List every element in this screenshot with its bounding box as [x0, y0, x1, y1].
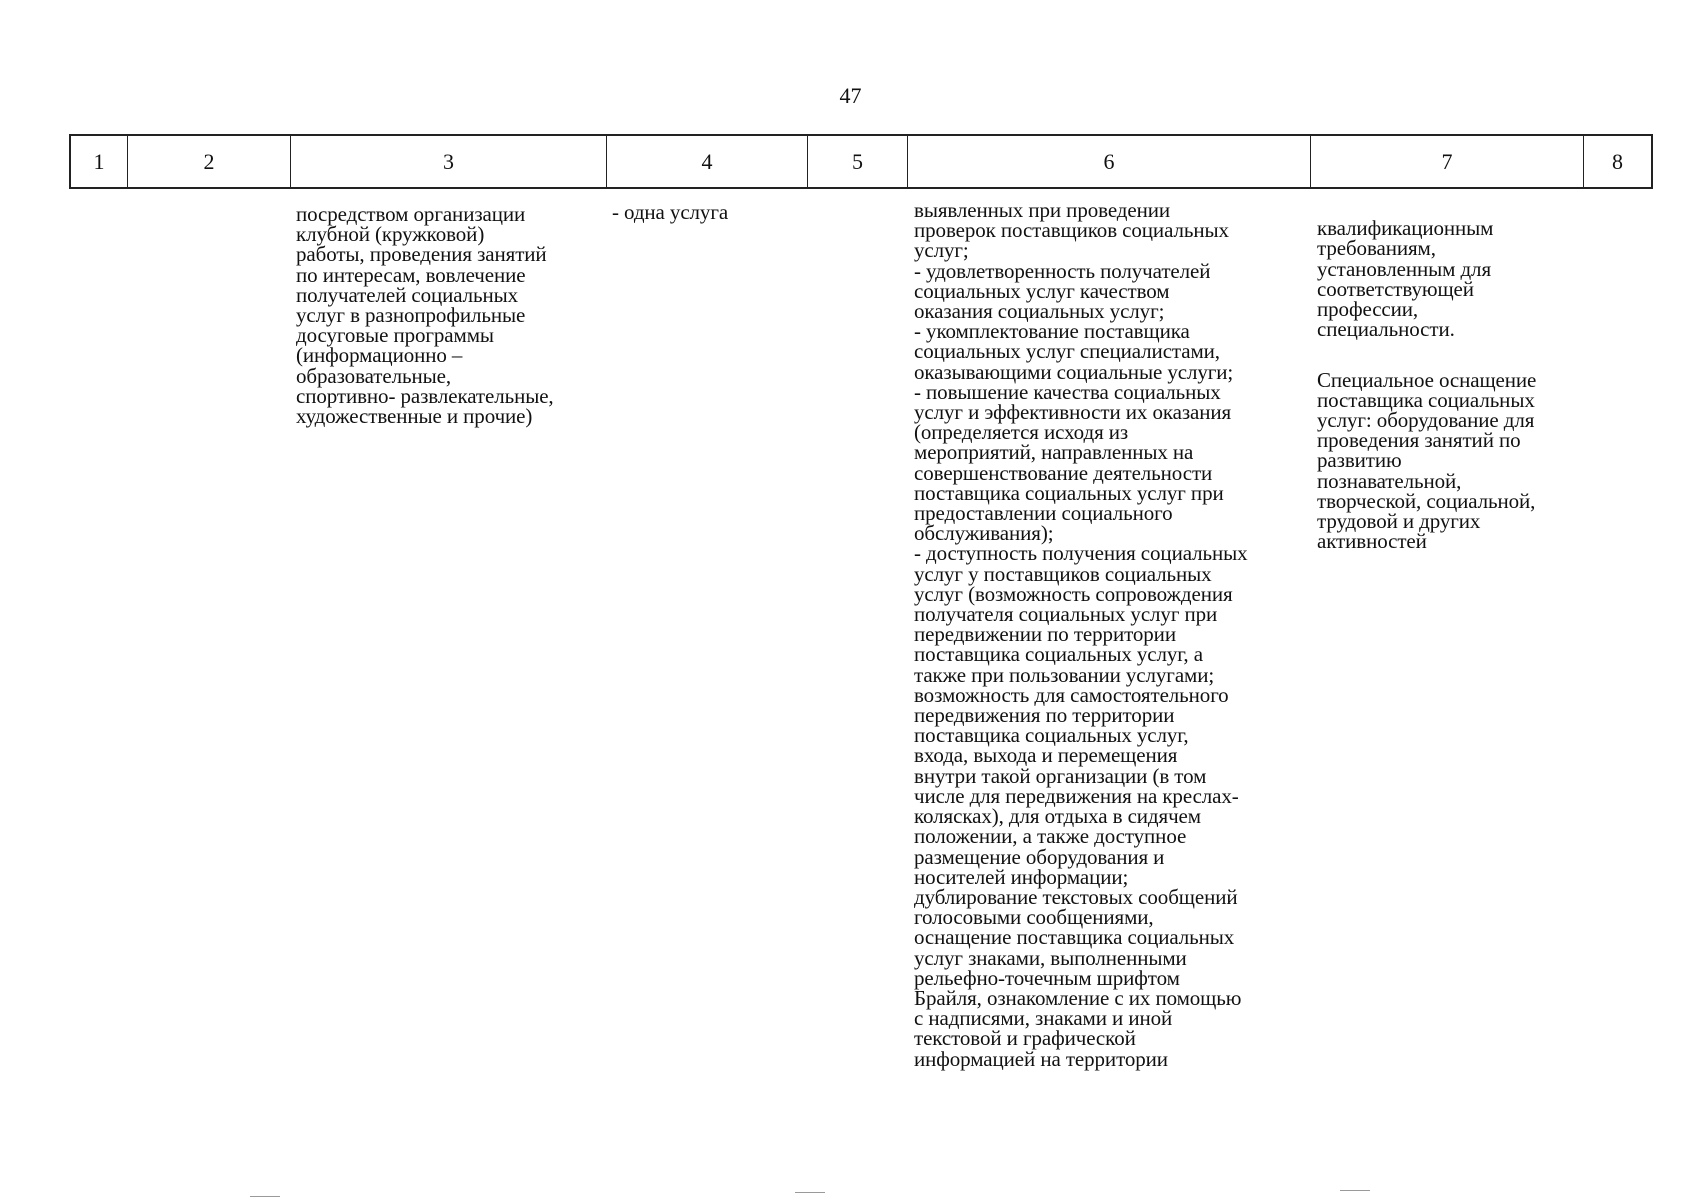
- column-7-paragraph-equipment: Специальное оснащение поставщика социальных услуг: оборудование для проведения занятий по развитию познавательной, творческой, социальной, трудовой и других активностей: [1317, 367, 1537, 554]
- header-cell-1: 1: [71, 136, 128, 187]
- column-6-text: выявленных при проведении проверок поставщиков социальных услуг; - удовлетворенность получателей социальных услуг качеством оказания социальных услуг; - укомплектование поставщика социальных услуг специалистами, оказывающими социальные услуги; - повышение качества социальных услуг и эффективности их оказания (определяется исходя из мероприятий, направленных на совершенствование деятельности поставщика социальных услуг при предоставлении социального обслуживания); - доступность получения социальных услуг у поставщиков социальных услуг (возможность сопровождения получателя социальных услуг при передвижении по территории поставщика социальных услуг, а также при пользовании услугами; возможность для самостоятельного передвижения по территории поставщика социальных услуг, входа, выхода и перемещения внутри такой организации (в том числе для передвижения на креслах- колясках), для отдыха в сидячем положении, а также доступное размещение оборудования и носителей информации; дублирование текстовых сообщений голосовыми сообщениями, оснащение поставщика социальных услуг знаками, выполненными рельефно-точечным шрифтом Брайля, ознакомление с их помощью с надписями, знаками и иной текстовой и графической информацией на территории: [914, 198, 1248, 1071]
- header-cell-3: 3: [291, 136, 607, 187]
- column-7-paragraph-qualification: квалификационным требованиям, установленным для соответствующей профессии, специальности.: [1317, 216, 1494, 342]
- header-cell-8: 8: [1612, 148, 1623, 174]
- header-cell-2: 2: [128, 136, 291, 187]
- scan-artifact: [795, 1192, 825, 1193]
- column-3-text: посредством организации клубной (кружковой) работы, проведения занятий по интересам, вовлечение получателей социальных услуг в разнопрофильные досуговые программы (информационно – образовательные, спортивно- развлекательные, художественные и прочие): [296, 202, 554, 429]
- header-cell-7: 7: [1311, 136, 1584, 187]
- header-cell-4: 4: [607, 136, 808, 187]
- page-number: 47: [839, 83, 862, 108]
- scan-artifact: [1340, 1190, 1370, 1191]
- table-header-row: [69, 134, 1653, 189]
- header-cell-6: 6: [908, 136, 1311, 187]
- column-4-text: - одна услуга: [612, 200, 729, 224]
- header-cell-5: 5: [808, 136, 908, 187]
- scan-artifact: [250, 1196, 280, 1197]
- column-7-text: [1317, 198, 1597, 582]
